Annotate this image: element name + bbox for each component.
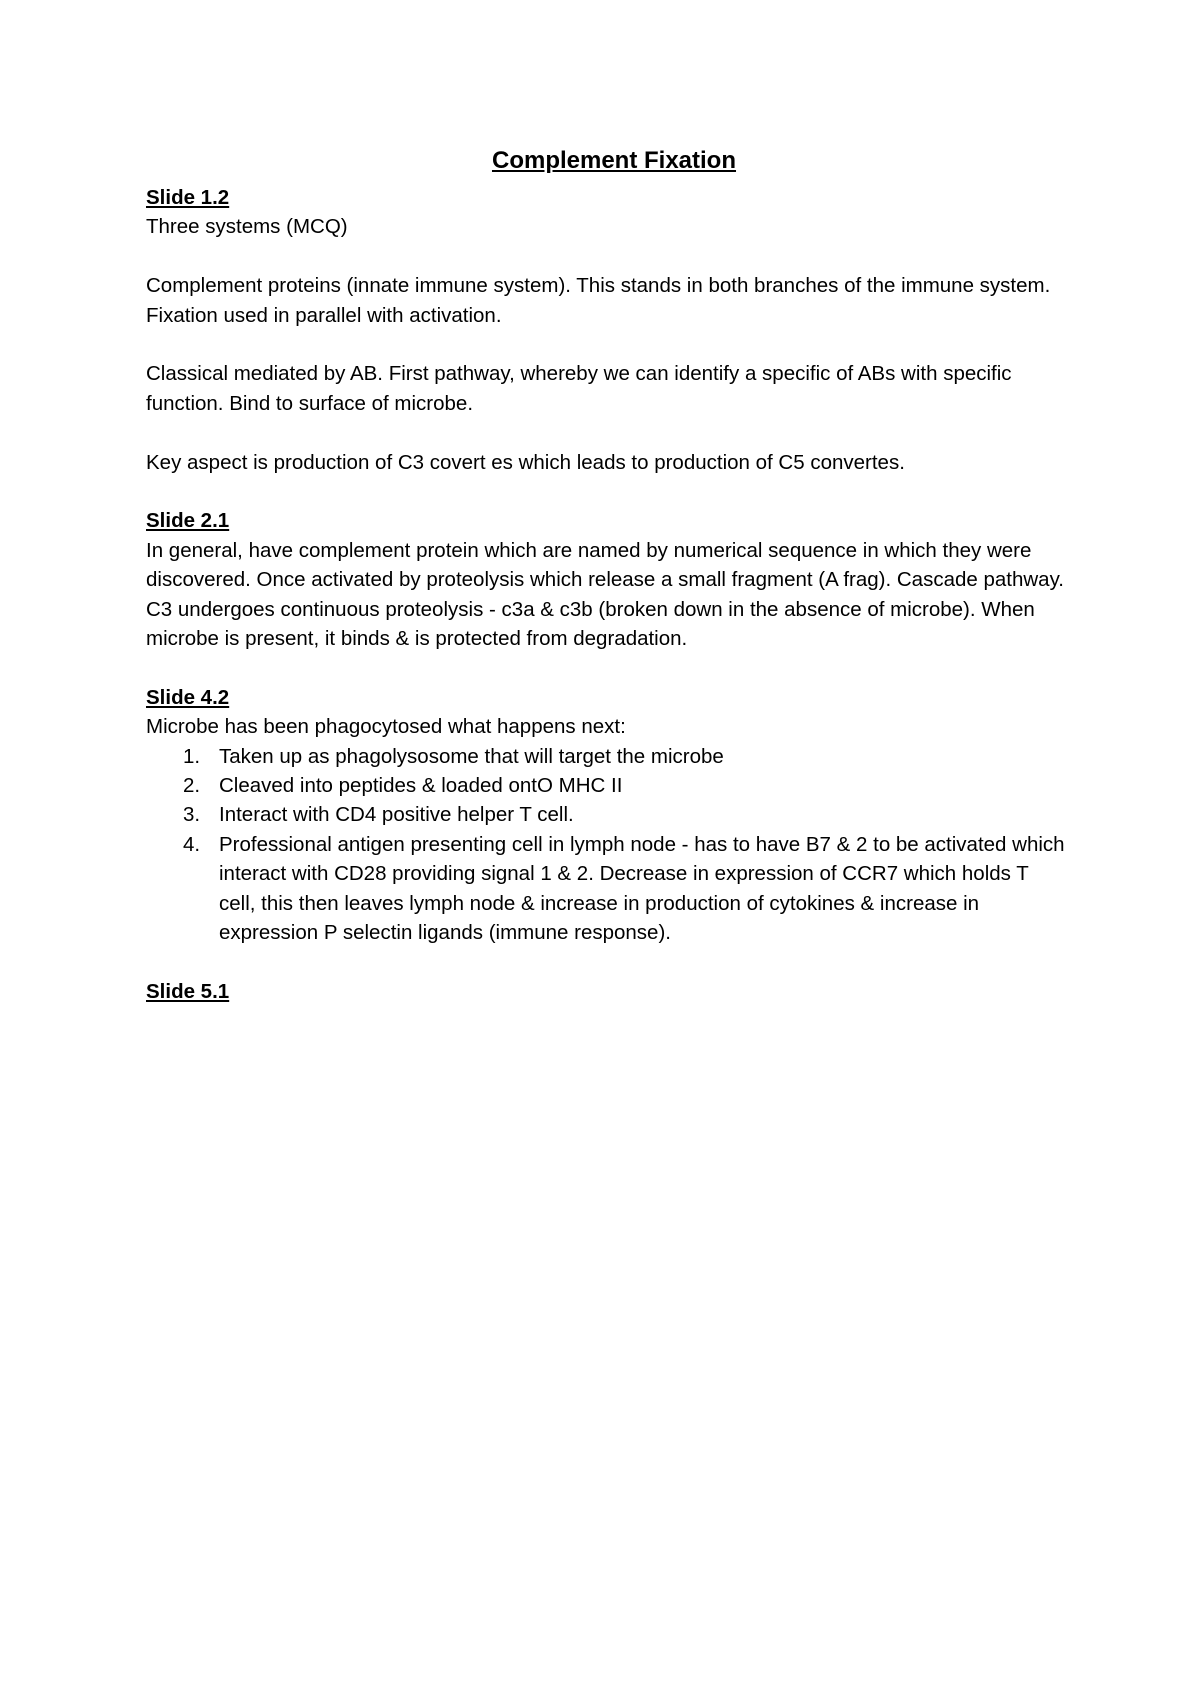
list-item — [146, 800, 1066, 829]
spacer — [146, 330, 1066, 359]
section-slide-4-2 — [146, 683, 1066, 948]
spacer — [146, 418, 1066, 447]
list-item-number: 2. — [183, 774, 201, 798]
spacer — [146, 477, 1066, 506]
spacer — [146, 242, 1066, 271]
section-slide-2-1 — [146, 506, 1066, 653]
paragraph: Classical mediated by AB. First pathway, whereby we can identify a specific of ABs with specific function. Bind to surface of microbe. — [146, 362, 1012, 415]
paragraph: In general, have complement protein which are named by numerical sequence in which they were discovered. Once activated by proteolysis which release a small fragment (A frag). Cascade pathway. C3 undergoes continuous proteolysis - c3a & c3b (broken down in the absence of microbe). When microbe is present, it binds & is protected from degradation. — [146, 538, 1064, 651]
section-heading: Slide 2.1 — [146, 509, 230, 533]
document-title: Complement Fixation — [491, 147, 737, 174]
list-item — [146, 742, 1066, 771]
paragraph: Complement proteins (innate immune system). This stands in both branches of the immune system. Fixation used in parallel with activation. — [146, 274, 1051, 327]
section-heading: Slide 4.2 — [146, 685, 230, 709]
paragraph: Key aspect is production of C3 covert es which leads to production of C5 convertes. — [146, 450, 905, 474]
numbered-list — [146, 742, 1066, 948]
spacer — [146, 653, 1066, 682]
section-slide-1-2 — [146, 183, 1066, 477]
list-item — [146, 830, 1066, 948]
document-page — [146, 143, 1066, 1006]
list-item-number: 4. — [183, 832, 201, 856]
list-item-text: Cleaved into peptides & loaded ontO MHC II — [219, 774, 623, 798]
section-heading: Slide 5.1 — [146, 979, 230, 1003]
list-item — [146, 771, 1066, 800]
section-slide-5-1 — [146, 977, 1066, 1006]
spacer — [146, 947, 1066, 976]
list-item-text: Professional antigen presenting cell in lymph node - has to have B7 & 2 to be activated which interact with CD28 providing signal 1 & 2. Decrease in expression of CCR7 which holds T cell, this then leaves lymph node & increase in production of cytokines & increase in expression P selectin ligands (immune response). — [219, 832, 1065, 945]
paragraph: Microbe has been phagocytosed what happens next: — [146, 715, 626, 739]
list-item-text: Interact with CD4 positive helper T cell. — [219, 803, 574, 827]
list-item-text: Taken up as phagolysosome that will target the microbe — [219, 744, 724, 768]
paragraph: Three systems (MCQ) — [146, 215, 348, 239]
list-item-number: 3. — [183, 803, 201, 827]
section-heading: Slide 1.2 — [146, 186, 230, 209]
list-item-number: 1. — [183, 744, 201, 768]
